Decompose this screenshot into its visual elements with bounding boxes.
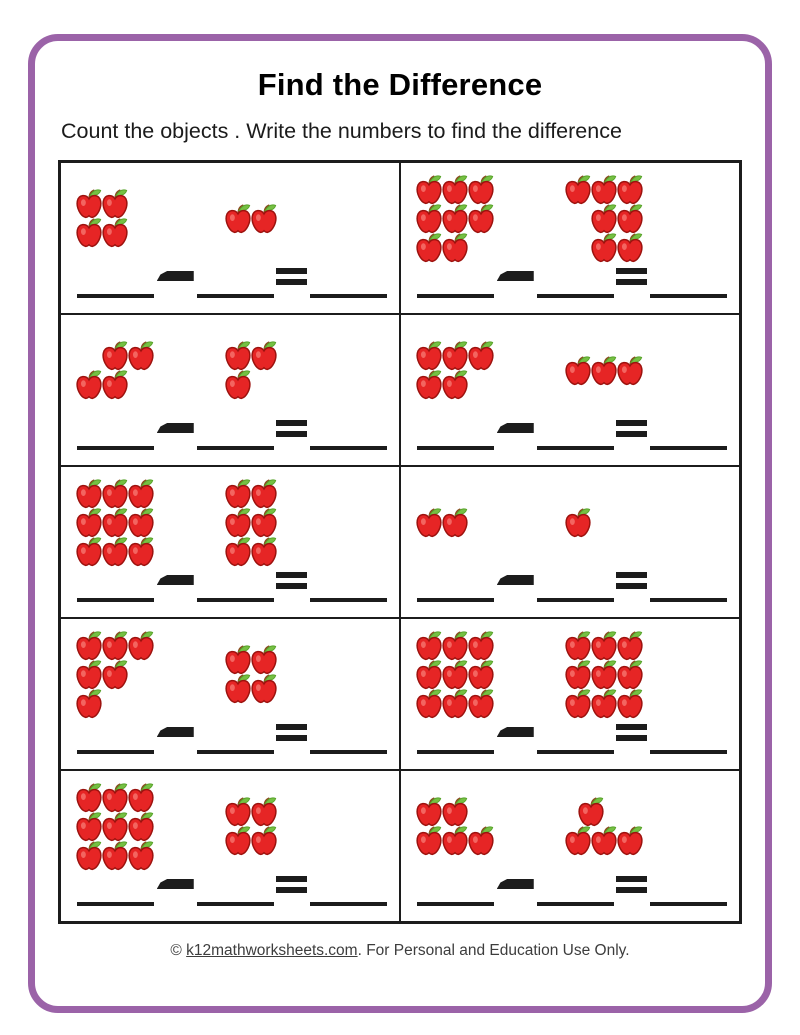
apple-icon [467, 341, 495, 371]
apple-area [61, 467, 399, 569]
apple-row [75, 689, 224, 718]
answer-row [401, 569, 739, 617]
apple-icon [616, 356, 644, 386]
apple-row [224, 797, 399, 826]
apple-row [564, 175, 739, 204]
apple-row [415, 689, 564, 718]
minus-sign-icon [157, 727, 194, 737]
subtrahend-apple-group [564, 797, 739, 855]
problem-cell-5 [60, 466, 400, 618]
apple-row [415, 175, 564, 204]
problem-cell-10 [400, 770, 740, 922]
difference-answer-blank[interactable] [310, 598, 387, 602]
answer-row [61, 417, 399, 465]
problem-cell-4 [400, 314, 740, 466]
apple-row [75, 189, 224, 218]
equals-sign-icon [616, 724, 647, 741]
apple-icon [467, 175, 495, 205]
answer-row [61, 721, 399, 769]
subtrahend-answer-blank[interactable] [537, 598, 614, 602]
equals-sign-icon [276, 572, 307, 589]
apple-icon [250, 341, 278, 371]
apple-icon [101, 218, 129, 248]
apple-icon [441, 233, 469, 263]
apple-icon [415, 175, 443, 205]
minuend-answer-blank[interactable] [77, 294, 154, 298]
minuend-answer-blank[interactable] [417, 598, 494, 602]
minus-sign-icon [497, 575, 534, 585]
apple-icon [127, 508, 155, 538]
apple-icon [75, 479, 103, 509]
apple-icon [564, 631, 592, 661]
worksheet-grid [58, 160, 742, 924]
subtrahend-apple-group [564, 356, 739, 385]
apple-row [577, 797, 739, 826]
apple-row [590, 204, 739, 233]
apple-icon [415, 631, 443, 661]
apple-row [224, 204, 399, 233]
apple-icon [616, 175, 644, 205]
difference-answer-blank[interactable] [310, 446, 387, 450]
apple-icon [577, 797, 605, 827]
apple-icon [415, 204, 443, 234]
apple-icon [101, 841, 129, 871]
apple-icon [564, 508, 592, 538]
subtrahend-apple-group [564, 631, 739, 718]
apple-icon [250, 537, 278, 567]
apple-icon [224, 537, 252, 567]
apple-icon [250, 508, 278, 538]
equals-sign-icon [616, 268, 647, 285]
equals-sign-icon [616, 420, 647, 437]
minus-sign-icon [157, 423, 194, 433]
apple-icon [564, 660, 592, 690]
apple-icon [75, 370, 103, 400]
apple-icon [75, 508, 103, 538]
apple-row [564, 508, 739, 537]
apple-icon [616, 204, 644, 234]
apple-icon [127, 812, 155, 842]
apple-row [415, 233, 564, 262]
answer-row [61, 265, 399, 313]
equals-sign-icon [276, 420, 307, 437]
minuend-apple-group [75, 341, 224, 399]
apple-row [224, 341, 399, 370]
apple-icon [590, 233, 618, 263]
apple-row [415, 370, 564, 399]
apple-row [415, 660, 564, 689]
apple-icon [75, 218, 103, 248]
minuend-answer-blank[interactable] [77, 446, 154, 450]
subtrahend-answer-blank[interactable] [537, 294, 614, 298]
apple-row [564, 689, 739, 718]
apple-icon [127, 479, 155, 509]
apple-icon [101, 341, 129, 371]
page-title: Find the Difference [257, 67, 543, 102]
minuend-answer-blank[interactable] [417, 294, 494, 298]
apple-row [75, 812, 224, 841]
equals-sign-icon [616, 876, 647, 893]
apple-icon [224, 204, 252, 234]
apple-icon [224, 645, 252, 675]
apple-icon [75, 189, 103, 219]
minus-sign-icon [157, 271, 194, 281]
minuend-apple-group [415, 341, 564, 399]
apple-icon [224, 508, 252, 538]
subtrahend-apple-group [224, 479, 399, 566]
answer-row [61, 873, 399, 921]
apple-icon [101, 508, 129, 538]
subtrahend-answer-blank[interactable] [197, 446, 274, 450]
apple-icon [590, 631, 618, 661]
apple-row [415, 631, 564, 660]
apple-area [61, 619, 399, 721]
apple-icon [250, 645, 278, 675]
apple-icon [590, 660, 618, 690]
minuend-answer-blank[interactable] [417, 446, 494, 450]
apple-icon [127, 341, 155, 371]
apple-row [75, 508, 224, 537]
apple-icon [441, 689, 469, 719]
apple-row [224, 508, 399, 537]
apple-icon [441, 175, 469, 205]
apple-icon [616, 660, 644, 690]
difference-answer-blank[interactable] [650, 750, 727, 754]
apple-icon [75, 537, 103, 567]
copyright-symbol: © [170, 942, 187, 959]
equals-sign-icon [276, 268, 307, 285]
apple-icon [415, 370, 443, 400]
subtrahend-answer-blank[interactable] [197, 902, 274, 906]
apple-icon [467, 689, 495, 719]
apple-area [61, 771, 399, 873]
minuend-apple-group [75, 479, 224, 566]
apple-icon [250, 204, 278, 234]
minuend-apple-group [415, 508, 564, 537]
minuend-apple-group [415, 631, 564, 718]
worksheet-frame [28, 34, 772, 1013]
apple-row [224, 826, 399, 855]
difference-answer-blank[interactable] [310, 902, 387, 906]
apple-icon [467, 631, 495, 661]
instructions-text: Count the objects . Write the numbers to find the difference [61, 119, 622, 143]
apple-icon [250, 797, 278, 827]
apple-icon [127, 631, 155, 661]
minuend-answer-blank[interactable] [77, 598, 154, 602]
apple-icon [224, 674, 252, 704]
minuend-apple-group [75, 189, 224, 247]
minuend-answer-blank[interactable] [77, 902, 154, 906]
subtrahend-apple-group [224, 204, 399, 233]
apple-area [401, 619, 739, 721]
subtrahend-answer-blank[interactable] [537, 446, 614, 450]
difference-answer-blank[interactable] [650, 902, 727, 906]
minus-sign-icon [497, 727, 534, 737]
apple-row [224, 674, 399, 703]
apple-row [75, 218, 224, 247]
apple-icon [75, 841, 103, 871]
apple-icon [127, 537, 155, 567]
apple-icon [250, 479, 278, 509]
apple-icon [441, 826, 469, 856]
apple-row [590, 233, 739, 262]
apple-row [564, 631, 739, 660]
answer-row [401, 265, 739, 313]
apple-icon [75, 660, 103, 690]
apple-area [401, 467, 739, 569]
difference-answer-blank[interactable] [650, 598, 727, 602]
difference-answer-blank[interactable] [650, 294, 727, 298]
apple-icon [616, 689, 644, 719]
apple-area [401, 771, 739, 873]
apple-icon [564, 826, 592, 856]
subtrahend-apple-group [224, 341, 399, 399]
apple-row [415, 508, 564, 537]
apple-icon [415, 508, 443, 538]
minus-sign-icon [497, 271, 534, 281]
footer-text [35, 942, 765, 960]
apple-icon [441, 631, 469, 661]
apple-area [61, 163, 399, 265]
apple-icon [590, 204, 618, 234]
apple-icon [467, 660, 495, 690]
apple-row [75, 537, 224, 566]
minuend-answer-blank[interactable] [77, 750, 154, 754]
apple-icon [101, 479, 129, 509]
apple-icon [616, 631, 644, 661]
apple-row [224, 370, 399, 399]
apple-icon [616, 826, 644, 856]
minus-sign-icon [497, 879, 534, 889]
subtrahend-answer-blank[interactable] [537, 750, 614, 754]
apple-icon [224, 826, 252, 856]
problem-cell-8 [400, 618, 740, 770]
problem-cell-7 [60, 618, 400, 770]
subtrahend-answer-blank[interactable] [197, 294, 274, 298]
apple-icon [441, 370, 469, 400]
problem-cell-6 [400, 466, 740, 618]
minus-sign-icon [157, 575, 194, 585]
apple-icon [250, 674, 278, 704]
apple-icon [415, 689, 443, 719]
apple-icon [590, 826, 618, 856]
subtrahend-apple-group [564, 175, 739, 262]
subtrahend-answer-blank[interactable] [537, 902, 614, 906]
apple-icon [564, 689, 592, 719]
apple-row [564, 826, 739, 855]
apple-icon [564, 356, 592, 386]
problem-cell-1 [60, 162, 400, 314]
subtrahend-answer-blank[interactable] [197, 750, 274, 754]
apple-icon [590, 356, 618, 386]
apple-icon [590, 689, 618, 719]
apple-row [224, 645, 399, 674]
apple-row [415, 341, 564, 370]
apple-row [75, 479, 224, 508]
apple-icon [441, 204, 469, 234]
difference-answer-blank[interactable] [310, 294, 387, 298]
answer-row [401, 873, 739, 921]
apple-icon [590, 175, 618, 205]
minuend-apple-group [415, 175, 564, 262]
apple-icon [101, 631, 129, 661]
apple-row [415, 204, 564, 233]
apple-icon [75, 783, 103, 813]
apple-icon [224, 341, 252, 371]
apple-icon [441, 508, 469, 538]
apple-row [75, 783, 224, 812]
apple-icon [415, 233, 443, 263]
apple-icon [250, 826, 278, 856]
apple-icon [467, 204, 495, 234]
equals-sign-icon [616, 572, 647, 589]
apple-icon [75, 689, 103, 719]
apple-icon [415, 341, 443, 371]
apple-area [401, 315, 739, 417]
subtrahend-apple-group [564, 508, 739, 537]
apple-area [401, 163, 739, 265]
apple-icon [441, 660, 469, 690]
difference-answer-blank[interactable] [650, 446, 727, 450]
apple-row [415, 797, 564, 826]
minuend-answer-blank[interactable] [417, 750, 494, 754]
apple-row [75, 660, 224, 689]
apple-icon [415, 660, 443, 690]
apple-icon [467, 826, 495, 856]
apple-icon [101, 370, 129, 400]
difference-answer-blank[interactable] [310, 750, 387, 754]
apple-icon [415, 826, 443, 856]
apple-icon [101, 189, 129, 219]
answer-row [401, 721, 739, 769]
apple-icon [101, 537, 129, 567]
apple-icon [616, 233, 644, 263]
answer-row [401, 417, 739, 465]
apple-icon [564, 175, 592, 205]
footer-link[interactable]: k12mathworksheets.com [186, 942, 358, 959]
apple-row [415, 826, 564, 855]
apple-icon [224, 797, 252, 827]
equals-sign-icon [276, 724, 307, 741]
answer-row [61, 569, 399, 617]
subtrahend-answer-blank[interactable] [197, 598, 274, 602]
footer-suffix: . For Personal and Education Use Only. [357, 942, 630, 959]
apple-row [101, 341, 224, 370]
problem-cell-9 [60, 770, 400, 922]
minus-sign-icon [497, 423, 534, 433]
apple-icon [127, 841, 155, 871]
minuend-apple-group [75, 631, 224, 718]
apple-row [564, 356, 739, 385]
subtrahend-apple-group [224, 645, 399, 703]
apple-row [224, 479, 399, 508]
apple-row [75, 841, 224, 870]
apple-icon [415, 797, 443, 827]
apple-icon [441, 341, 469, 371]
minuend-apple-group [415, 797, 564, 855]
apple-icon [441, 797, 469, 827]
apple-row [75, 631, 224, 660]
apple-icon [101, 812, 129, 842]
apple-row [564, 660, 739, 689]
apple-row [75, 370, 224, 399]
minuend-apple-group [75, 783, 224, 870]
problem-cell-3 [60, 314, 400, 466]
apple-icon [224, 370, 252, 400]
apple-icon [101, 783, 129, 813]
apple-area [61, 315, 399, 417]
apple-icon [75, 631, 103, 661]
subtrahend-apple-group [224, 797, 399, 855]
minus-sign-icon [157, 879, 194, 889]
equals-sign-icon [276, 876, 307, 893]
apple-icon [224, 479, 252, 509]
apple-icon [127, 783, 155, 813]
apple-row [224, 537, 399, 566]
problem-cell-2 [400, 162, 740, 314]
apple-icon [75, 812, 103, 842]
minuend-answer-blank[interactable] [417, 902, 494, 906]
apple-icon [101, 660, 129, 690]
